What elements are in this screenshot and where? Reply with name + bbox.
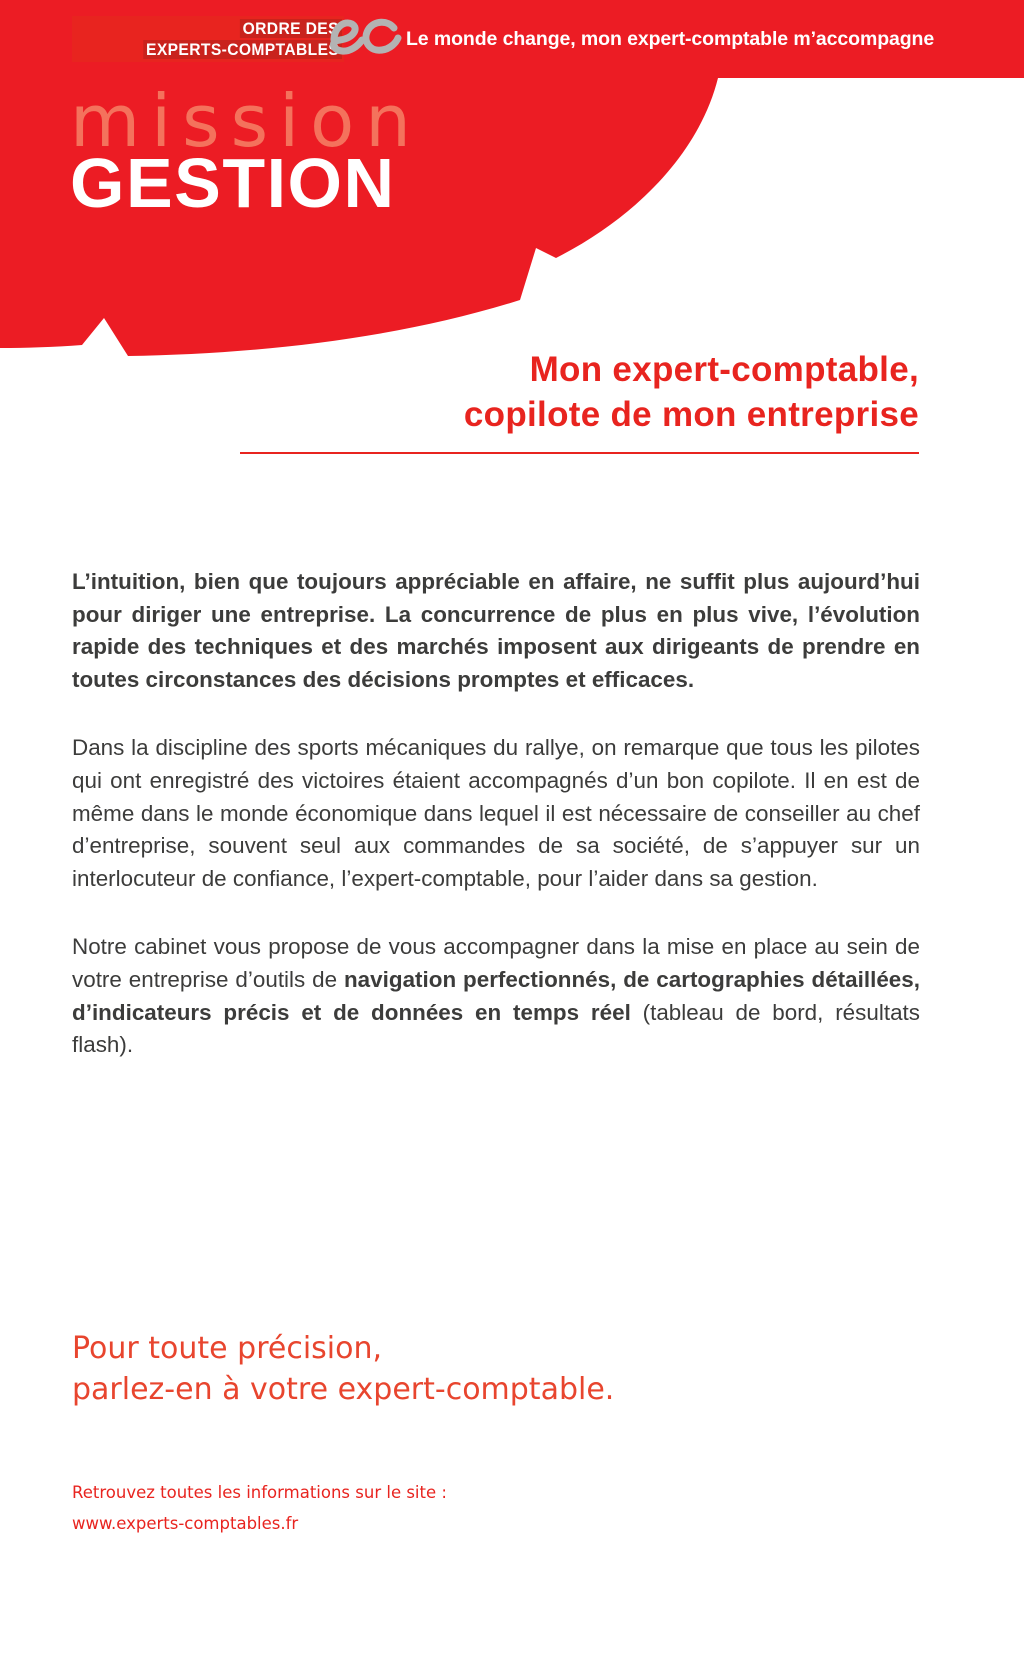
mission-word: mission	[70, 79, 422, 163]
ec-monogram-icon	[324, 10, 402, 58]
paragraph-offer-part1: Notre cabinet vous propose de vous accompagner dans la mise en place au sein de votre entreprise d’outils de	[72, 934, 920, 992]
footer-website-link[interactable]: www.experts-comptables.fr	[72, 1513, 299, 1533]
paragraph-rally: Dans la discipline des sports mécaniques du rallye, on remarque que tous les pilotes qui ont enregistré des victoires étaient accompagnés d’un bon copilote. Il en est de même dans le monde économique dans lequel il est nécessaire de conseiller au chef d’entreprise, souvent seul aux commandes de sa société, de s’appuyer sur un interlocuteur de confiance, l’expert-comptable, pour l’aider dans sa gestion.	[72, 735, 920, 891]
title-divider	[240, 452, 919, 454]
cta-line2: parlez-en à votre expert-comptable.	[72, 1372, 615, 1408]
logo-wordmark	[126, 19, 344, 59]
page-title-line1: Mon expert-comptable,	[529, 350, 919, 389]
tagline: Le monde change, mon expert-comptable m’accompagne	[406, 27, 935, 50]
call-to-action	[72, 1328, 614, 1411]
logo-line2: EXPERTS-COMPTABLES	[143, 40, 342, 59]
page-title-line2: copilote de mon entreprise	[463, 394, 919, 434]
footer-info-text: Retrouvez toutes les informations sur le site :	[72, 1483, 447, 1502]
mission-heading-block	[70, 79, 422, 223]
body-content	[72, 566, 920, 1098]
section-word: GESTION	[70, 144, 396, 223]
paragraph-offer-highlight: navigation perfectionnés, de cartographies détaillées, d’indicateurs précis et de données en temps réel	[72, 966, 920, 1025]
logo	[72, 16, 344, 62]
title-block	[0, 348, 1024, 454]
footer	[72, 1478, 447, 1539]
paragraph-offer	[72, 931, 920, 1061]
header-bar	[0, 0, 1024, 78]
page-title	[0, 348, 1024, 438]
logo-line1: ORDRE DES	[240, 19, 342, 38]
paragraph-offer-part2: (tableau de bord, résultats flash).	[72, 999, 920, 1058]
paragraph-intro: L’intuition, bien que toujours appréciable en affaire, ne suffit plus aujourd’hui pour diriger une entreprise. La concurrence de plus en plus vive, l’évolution rapide des techniques et des marchés imposent aux dirigeants de prendre en toutes circonstances des décisions promptes et efficaces.	[72, 569, 920, 692]
cta-line1: Pour toute précision,	[72, 1331, 383, 1366]
